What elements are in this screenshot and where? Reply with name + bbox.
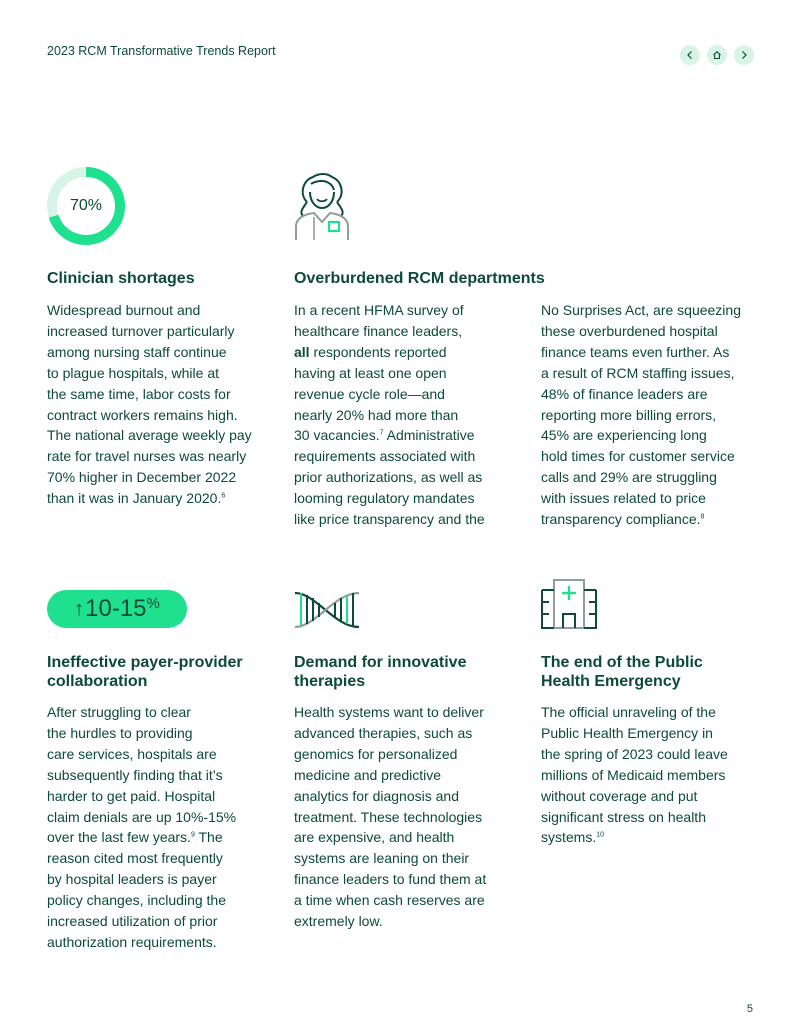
- text-line: the spring of 2023 could leave: [541, 745, 728, 762]
- text-line: harder to get paid. Hospital: [47, 787, 216, 804]
- footnote-ref[interactable]: 6: [221, 492, 226, 500]
- text-line: 48% of finance leaders are: [541, 385, 708, 402]
- arrow-up-icon: ↑: [74, 597, 85, 620]
- home-icon: [712, 50, 722, 60]
- text-line: policy changes, including the: [47, 892, 227, 909]
- text-line: finance leaders to fund them at: [294, 871, 487, 888]
- section-body-innovative-therapies: [294, 702, 509, 932]
- text-line: calls and 29% are struggling: [541, 469, 717, 486]
- page-number: 5: [746, 1003, 753, 1015]
- section-heading-public-health-emergency: The end of the Public Health Emergency: [541, 654, 703, 690]
- years-line: over the last few years.$^9$ The: [47, 829, 223, 846]
- systems-line: systems.$^{10}$: [541, 829, 605, 846]
- text-line: treatment. These technologies: [294, 808, 483, 825]
- report-title: 2023 RCM Transformative Trends Report: [47, 44, 276, 58]
- text-line: a time when cash reserves are: [294, 892, 485, 909]
- text-line: than it was in January 2020.$^6$: [47, 490, 226, 507]
- text-line: the same time, labor costs for: [47, 385, 231, 402]
- text-line: the hurdles to providing: [47, 724, 193, 741]
- donut-label: 70%: [69, 197, 103, 214]
- text-line: by hospital leaders is payer: [47, 871, 217, 888]
- text-line: increased turnover particularly: [47, 322, 235, 339]
- footnote-9[interactable]: 9: [190, 831, 195, 839]
- text-line: looming regulatory mandates: [294, 490, 475, 507]
- text-line: After struggling to clear: [47, 704, 191, 720]
- hospital-icon: [540, 578, 598, 630]
- text-line: significant stress on health: [541, 808, 706, 825]
- text-line: Public Health Emergency in: [541, 724, 713, 741]
- denials-increase-badge: ↑ 10-15 %: [47, 590, 187, 628]
- text-line: having at least one open: [294, 364, 447, 381]
- text-line: advanced therapies, such as: [294, 724, 473, 741]
- text-line: are expensive, and health: [294, 829, 455, 846]
- text-line: without coverage and put: [541, 787, 698, 804]
- text-line: among nursing staff continue: [47, 343, 227, 360]
- section-body-clinician-shortages: [47, 300, 272, 509]
- dna-icon: [294, 590, 360, 630]
- nurse-icon: [293, 172, 351, 242]
- next-page-button[interactable]: [734, 45, 754, 65]
- text-line: like price transparency and the: [294, 511, 485, 528]
- text-line: claim denials are up 10%-15%: [47, 808, 237, 825]
- section-heading-clinician-shortages: Clinician shortages: [47, 270, 195, 287]
- text-line: No Surprises Act, are squeezing: [541, 302, 741, 318]
- text-line: finance teams even further. As: [541, 343, 730, 360]
- text-line: medicine and predictive: [294, 766, 442, 783]
- text-line: contract workers remains high.: [47, 406, 238, 423]
- section-body-overburdened-rcm-col1: [294, 300, 509, 530]
- text-line: with issues related to price: [541, 490, 706, 507]
- donut-chart: [45, 165, 127, 247]
- chevron-left-icon: [685, 50, 695, 60]
- bold-line: all respondents reported: [294, 343, 447, 360]
- footnote-7[interactable]: 7: [379, 429, 384, 437]
- text-line: to plague hospitals, while at: [47, 364, 219, 381]
- footnote-ref[interactable]: 8: [700, 513, 705, 521]
- text-line: The national average weekly pay: [47, 427, 252, 444]
- text-line: care services, hospitals are: [47, 745, 217, 762]
- text-line: reporting more billing errors,: [541, 406, 717, 423]
- text-line: increased utilization of prior: [47, 913, 218, 930]
- text-line: systems are leaning on their: [294, 850, 470, 867]
- section-heading-payer-provider: Ineffective payer-provider collaboration: [47, 654, 243, 690]
- bold-word: all: [294, 343, 310, 360]
- text-line: requirements associated with: [294, 448, 476, 465]
- text-line: In a recent HFMA survey of: [294, 302, 464, 318]
- text-line: The official unraveling of the: [541, 704, 716, 720]
- previous-page-button[interactable]: [680, 45, 700, 65]
- text-line: a result of RCM staffing issues,: [541, 364, 735, 381]
- text-line: 70% higher in December 2022: [47, 469, 237, 486]
- text-line: prior authorizations, as well as: [294, 469, 483, 486]
- section-body-public-health-emergency: [541, 702, 756, 848]
- text-line: Health systems want to deliver: [294, 704, 484, 720]
- home-button[interactable]: [707, 45, 727, 65]
- text-line: revenue cycle role—and: [294, 385, 445, 402]
- text-line: healthcare finance leaders,: [294, 322, 463, 339]
- section-heading-innovative-therapies: Demand for innovative therapies: [294, 654, 467, 690]
- footnote-10[interactable]: 10: [596, 831, 605, 839]
- text-line: these overburdened hospital: [541, 322, 718, 339]
- text-line: transparency compliance.$^8$: [541, 511, 705, 528]
- text-line: authorization requirements.: [47, 933, 217, 950]
- section-body-payer-provider: [47, 702, 272, 953]
- text-line: reason cited most frequently: [47, 850, 223, 867]
- text-line: rate for travel nurses was nearly: [47, 448, 247, 465]
- text-line: subsequently finding that it’s: [47, 766, 223, 783]
- text-line: nearly 20% had more than: [294, 406, 459, 423]
- text-line: 45% are experiencing long: [541, 427, 707, 444]
- chevron-right-icon: [739, 50, 749, 60]
- text-line: extremely low.: [294, 913, 383, 930]
- text-line: analytics for diagnosis and: [294, 787, 459, 804]
- text-line: millions of Medicaid members: [541, 766, 726, 783]
- text-line: hold times for customer service: [541, 448, 735, 465]
- vacancies-line: 30 vacancies.$^7$ Administrative: [294, 427, 475, 444]
- section-body-overburdened-rcm-col2: [541, 300, 756, 530]
- section-heading-overburdened-rcm: Overburdened RCM departments: [294, 270, 545, 287]
- text-line: Widespread burnout and: [47, 302, 201, 318]
- text-line: genomics for personalized: [294, 745, 458, 762]
